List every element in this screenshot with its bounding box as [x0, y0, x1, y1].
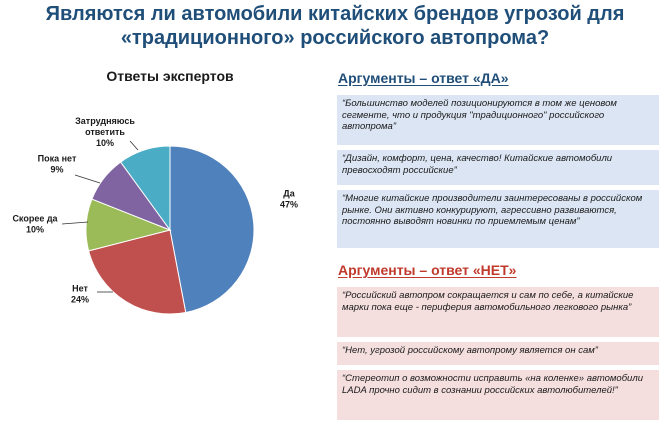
- pie-data-label-2: Нет 24%: [70, 283, 90, 305]
- no-arguments-heading: Аргументы – ответ «НЕТ»: [338, 262, 517, 278]
- title-line-1: Являются ли автомобили китайских брендов угрозой для: [45, 3, 625, 25]
- pie-data-label-5: Затрудняюсь ответить 10%: [75, 116, 135, 148]
- yes-quote-1: “Большинство моделей позиционируются в том же ценовом сегменте, что и продукция "традиционного" российского автопрома”: [337, 95, 659, 145]
- pie-leader-line-3: [62, 222, 88, 224]
- pie-data-label-4: Пока нет 9%: [37, 153, 77, 175]
- yes-quote-3: “Многие китайские производители заинтересованы в российском рынке. Они активно конкурируют, агрессивно развиваются, постоянно выводят новинки по приемлемым ценам”: [337, 190, 659, 248]
- pie-slice-1: [170, 146, 254, 313]
- pie-data-label-3: Скорее да 10%: [12, 213, 58, 235]
- pie-data-label-1: Да 47%: [279, 188, 299, 210]
- title-line-2: «традиционного» российского автопрома?: [120, 27, 550, 49]
- pie-leader-line-5: [130, 141, 138, 150]
- yes-quote-2: “Дизайн, комфорт, цена, качество! Китайские автомобили превосходят российские”: [337, 150, 659, 185]
- no-quote-3: “Стереотип о возможности исправить «на коленке» автомобили LADA прочно сидит в сознании российских автолюбителей!”: [337, 370, 659, 420]
- no-quote-1: “Российский автопром сокращается и сам по себе, а китайские марки пока еще - периферия автомобильного легкового рынка”: [337, 287, 659, 337]
- pie-leader-line-4: [75, 175, 100, 183]
- chart-title: Ответы экспертов: [106, 68, 234, 84]
- no-quote-2: “Нет, угрозой российскому автопрому является он сам”: [337, 342, 659, 365]
- yes-arguments-heading: Аргументы – ответ «ДА»: [338, 70, 509, 86]
